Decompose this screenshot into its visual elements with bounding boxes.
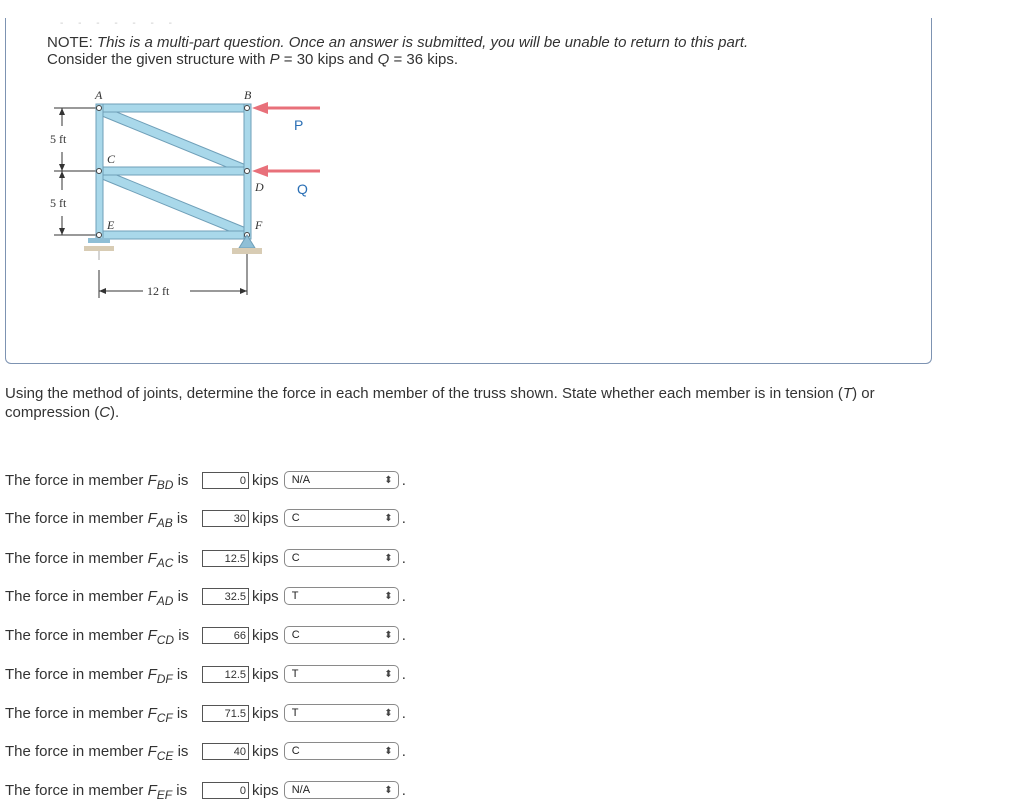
label-is: is: [172, 704, 188, 722]
member-force-label: [5, 471, 202, 492]
tension-compression-select[interactable]: [284, 587, 399, 605]
unit-label: kips: [252, 626, 279, 644]
select-value: T: [291, 668, 299, 680]
joint-label-f: F: [255, 218, 263, 232]
instructions-tension-symbol: T: [842, 385, 853, 402]
member-force-label: [5, 587, 202, 608]
label-is: is: [172, 509, 188, 527]
label-prefix: The force in member: [5, 742, 148, 760]
instructions: [5, 384, 935, 422]
force-value-input[interactable]: 0: [202, 472, 249, 489]
force-value-input[interactable]: 0: [202, 782, 249, 799]
row-period: .: [401, 509, 406, 527]
tension-compression-select[interactable]: [284, 509, 399, 527]
force-symbol: F: [147, 549, 157, 567]
select-arrow-icon: ⬍: [384, 746, 393, 757]
force-symbol: F: [147, 665, 157, 683]
top-divider: - - - - - - -: [60, 18, 178, 29]
answer-row-ce: [5, 741, 406, 761]
select-arrow-icon: ⬍: [384, 669, 393, 680]
dim-arrow-right: [240, 288, 247, 294]
vertical-dimension-lines: [54, 108, 98, 235]
label-is: is: [172, 665, 188, 683]
answer-row-cf: [5, 703, 406, 723]
label-prefix: The force in member: [5, 626, 148, 644]
force-value-input[interactable]: 12.5: [202, 666, 249, 683]
row-period: .: [401, 665, 406, 683]
load-p: [252, 102, 320, 114]
label-prefix: The force in member: [5, 781, 148, 799]
member-ab: [99, 104, 250, 112]
unit-label: kips: [252, 781, 279, 799]
label-prefix: The force in member: [5, 471, 148, 489]
force-value-input[interactable]: 30: [202, 510, 249, 527]
member-subscript: AB: [156, 515, 173, 530]
p-symbol: P: [269, 51, 280, 68]
member-subscript: BD: [156, 477, 174, 492]
label-is: is: [173, 549, 189, 567]
horizontal-dimension: [99, 270, 247, 298]
dim-arrow-left: [99, 288, 106, 294]
note-text: This is a multi-part question. Once an answer is submitted, you will be unable to return to this part.: [97, 34, 749, 51]
member-force-label: [5, 665, 202, 686]
unit-label: kips: [252, 471, 279, 489]
p-value: = 30 kips and: [279, 51, 378, 68]
tension-compression-select[interactable]: [284, 549, 399, 567]
row-period: .: [401, 471, 406, 489]
support-pin-f: [232, 235, 262, 295]
select-arrow-icon: ⬍: [384, 513, 393, 524]
select-arrow-icon: ⬍: [384, 475, 393, 486]
force-symbol: F: [147, 704, 157, 722]
instructions-text-2: ) or compression (: [5, 385, 875, 421]
member-subscript: DF: [156, 671, 173, 686]
select-arrow-icon: ⬍: [384, 785, 393, 796]
select-value: T: [291, 590, 299, 602]
label-prefix: The force in member: [5, 509, 148, 527]
tension-compression-select[interactable]: [284, 742, 399, 760]
label-is: is: [174, 626, 190, 644]
row-period: .: [401, 742, 406, 760]
select-value: C: [291, 552, 300, 564]
q-symbol: Q: [377, 51, 390, 68]
answer-row-ac: [5, 548, 406, 568]
member-force-label: [5, 781, 202, 802]
support-roller-e: [84, 238, 114, 260]
tension-compression-select[interactable]: [284, 665, 399, 683]
label-is: is: [173, 587, 189, 605]
truss-diagram: [40, 80, 340, 310]
force-symbol: F: [147, 626, 157, 644]
member-subscript: AD: [156, 593, 174, 608]
select-arrow-icon: ⬍: [384, 553, 393, 564]
member-subscript: AC: [156, 555, 174, 570]
answer-row-cd: [5, 625, 406, 645]
force-symbol: F: [147, 742, 157, 760]
unit-label: kips: [252, 509, 279, 527]
load-label-q: Q: [297, 181, 308, 197]
row-period: .: [401, 549, 406, 567]
joint-label-d: D: [255, 180, 264, 194]
given-values-line: [47, 51, 458, 68]
unit-label: kips: [252, 665, 279, 683]
row-period: .: [401, 626, 406, 644]
given-prefix: Consider the given structure with: [47, 51, 270, 68]
force-value-input[interactable]: 12.5: [202, 550, 249, 567]
force-symbol: F: [147, 509, 157, 527]
tension-compression-select[interactable]: [284, 471, 399, 489]
instructions-compression-symbol: C: [99, 404, 111, 421]
dimension-label-span: 12 ft: [147, 284, 170, 298]
select-value: C: [291, 512, 300, 524]
member-ef: [99, 231, 250, 239]
force-value-input[interactable]: 66: [202, 627, 249, 644]
row-period: .: [401, 587, 406, 605]
row-period: .: [401, 781, 406, 799]
joint-label-a: A: [95, 88, 103, 102]
label-prefix: The force in member: [5, 549, 148, 567]
label-prefix: The force in member: [5, 704, 148, 722]
joint-label-e: E: [107, 218, 115, 232]
joint-label-b: B: [244, 88, 252, 102]
tension-compression-select[interactable]: [284, 626, 399, 644]
select-value: N/A: [291, 474, 311, 486]
member-force-label: [5, 704, 202, 725]
answer-row-ab: [5, 508, 406, 528]
unit-label: kips: [252, 704, 279, 722]
force-symbol: F: [147, 587, 157, 605]
force-symbol: F: [147, 471, 157, 489]
force-value-input[interactable]: 40: [202, 743, 249, 760]
member-force-label: [5, 549, 202, 570]
member-subscript: CE: [156, 748, 174, 763]
answer-row-df: [5, 664, 406, 684]
instructions-text-1: Using the method of joints, determine the force in each member of the truss shown. State whether each member is in tension (: [5, 385, 843, 402]
select-arrow-icon: ⬍: [384, 630, 393, 641]
force-value-input[interactable]: 32.5: [202, 588, 249, 605]
unit-label: kips: [252, 742, 279, 760]
member-subscript: CD: [156, 632, 175, 647]
member-force-label: [5, 742, 202, 763]
label-is: is: [173, 471, 189, 489]
joint-label-c: C: [107, 152, 116, 166]
truss-figure: [40, 80, 340, 310]
label-is: is: [172, 781, 188, 799]
unit-label: kips: [252, 549, 279, 567]
force-value-input[interactable]: 71.5: [202, 705, 249, 722]
dimension-label-lower: 5 ft: [50, 196, 67, 210]
label-is: is: [173, 742, 189, 760]
select-value: C: [291, 629, 300, 641]
truss-members: [96, 104, 251, 239]
answer-row-ad: [5, 586, 406, 606]
note-line: [47, 34, 748, 51]
label-prefix: The force in member: [5, 665, 148, 683]
select-arrow-icon: ⬍: [384, 708, 393, 719]
label-prefix: The force in member: [5, 587, 148, 605]
member-force-label: [5, 509, 202, 530]
select-value: N/A: [291, 784, 311, 796]
force-symbol: F: [147, 781, 157, 799]
dimension-label-upper: 5 ft: [50, 132, 67, 146]
member-cf: [102, 169, 246, 238]
member-subscript: CF: [156, 710, 173, 725]
select-arrow-icon: ⬍: [384, 591, 393, 602]
answer-row-ef: [5, 780, 406, 800]
note-lead: NOTE:: [47, 34, 93, 51]
select-value: T: [291, 707, 299, 719]
unit-label: kips: [252, 587, 279, 605]
tension-compression-select[interactable]: [284, 704, 399, 722]
load-label-p: P: [294, 117, 304, 133]
member-cd: [99, 167, 250, 175]
load-q: [252, 165, 320, 177]
tension-compression-select[interactable]: [284, 781, 399, 799]
answer-row-bd: [5, 470, 406, 490]
instructions-text-3: ).: [110, 404, 120, 421]
q-value: = 36 kips.: [389, 51, 459, 68]
select-value: C: [291, 745, 300, 757]
member-force-label: [5, 626, 202, 647]
member-subscript: EF: [156, 787, 173, 802]
row-period: .: [401, 704, 406, 722]
member-ad: [102, 106, 246, 175]
